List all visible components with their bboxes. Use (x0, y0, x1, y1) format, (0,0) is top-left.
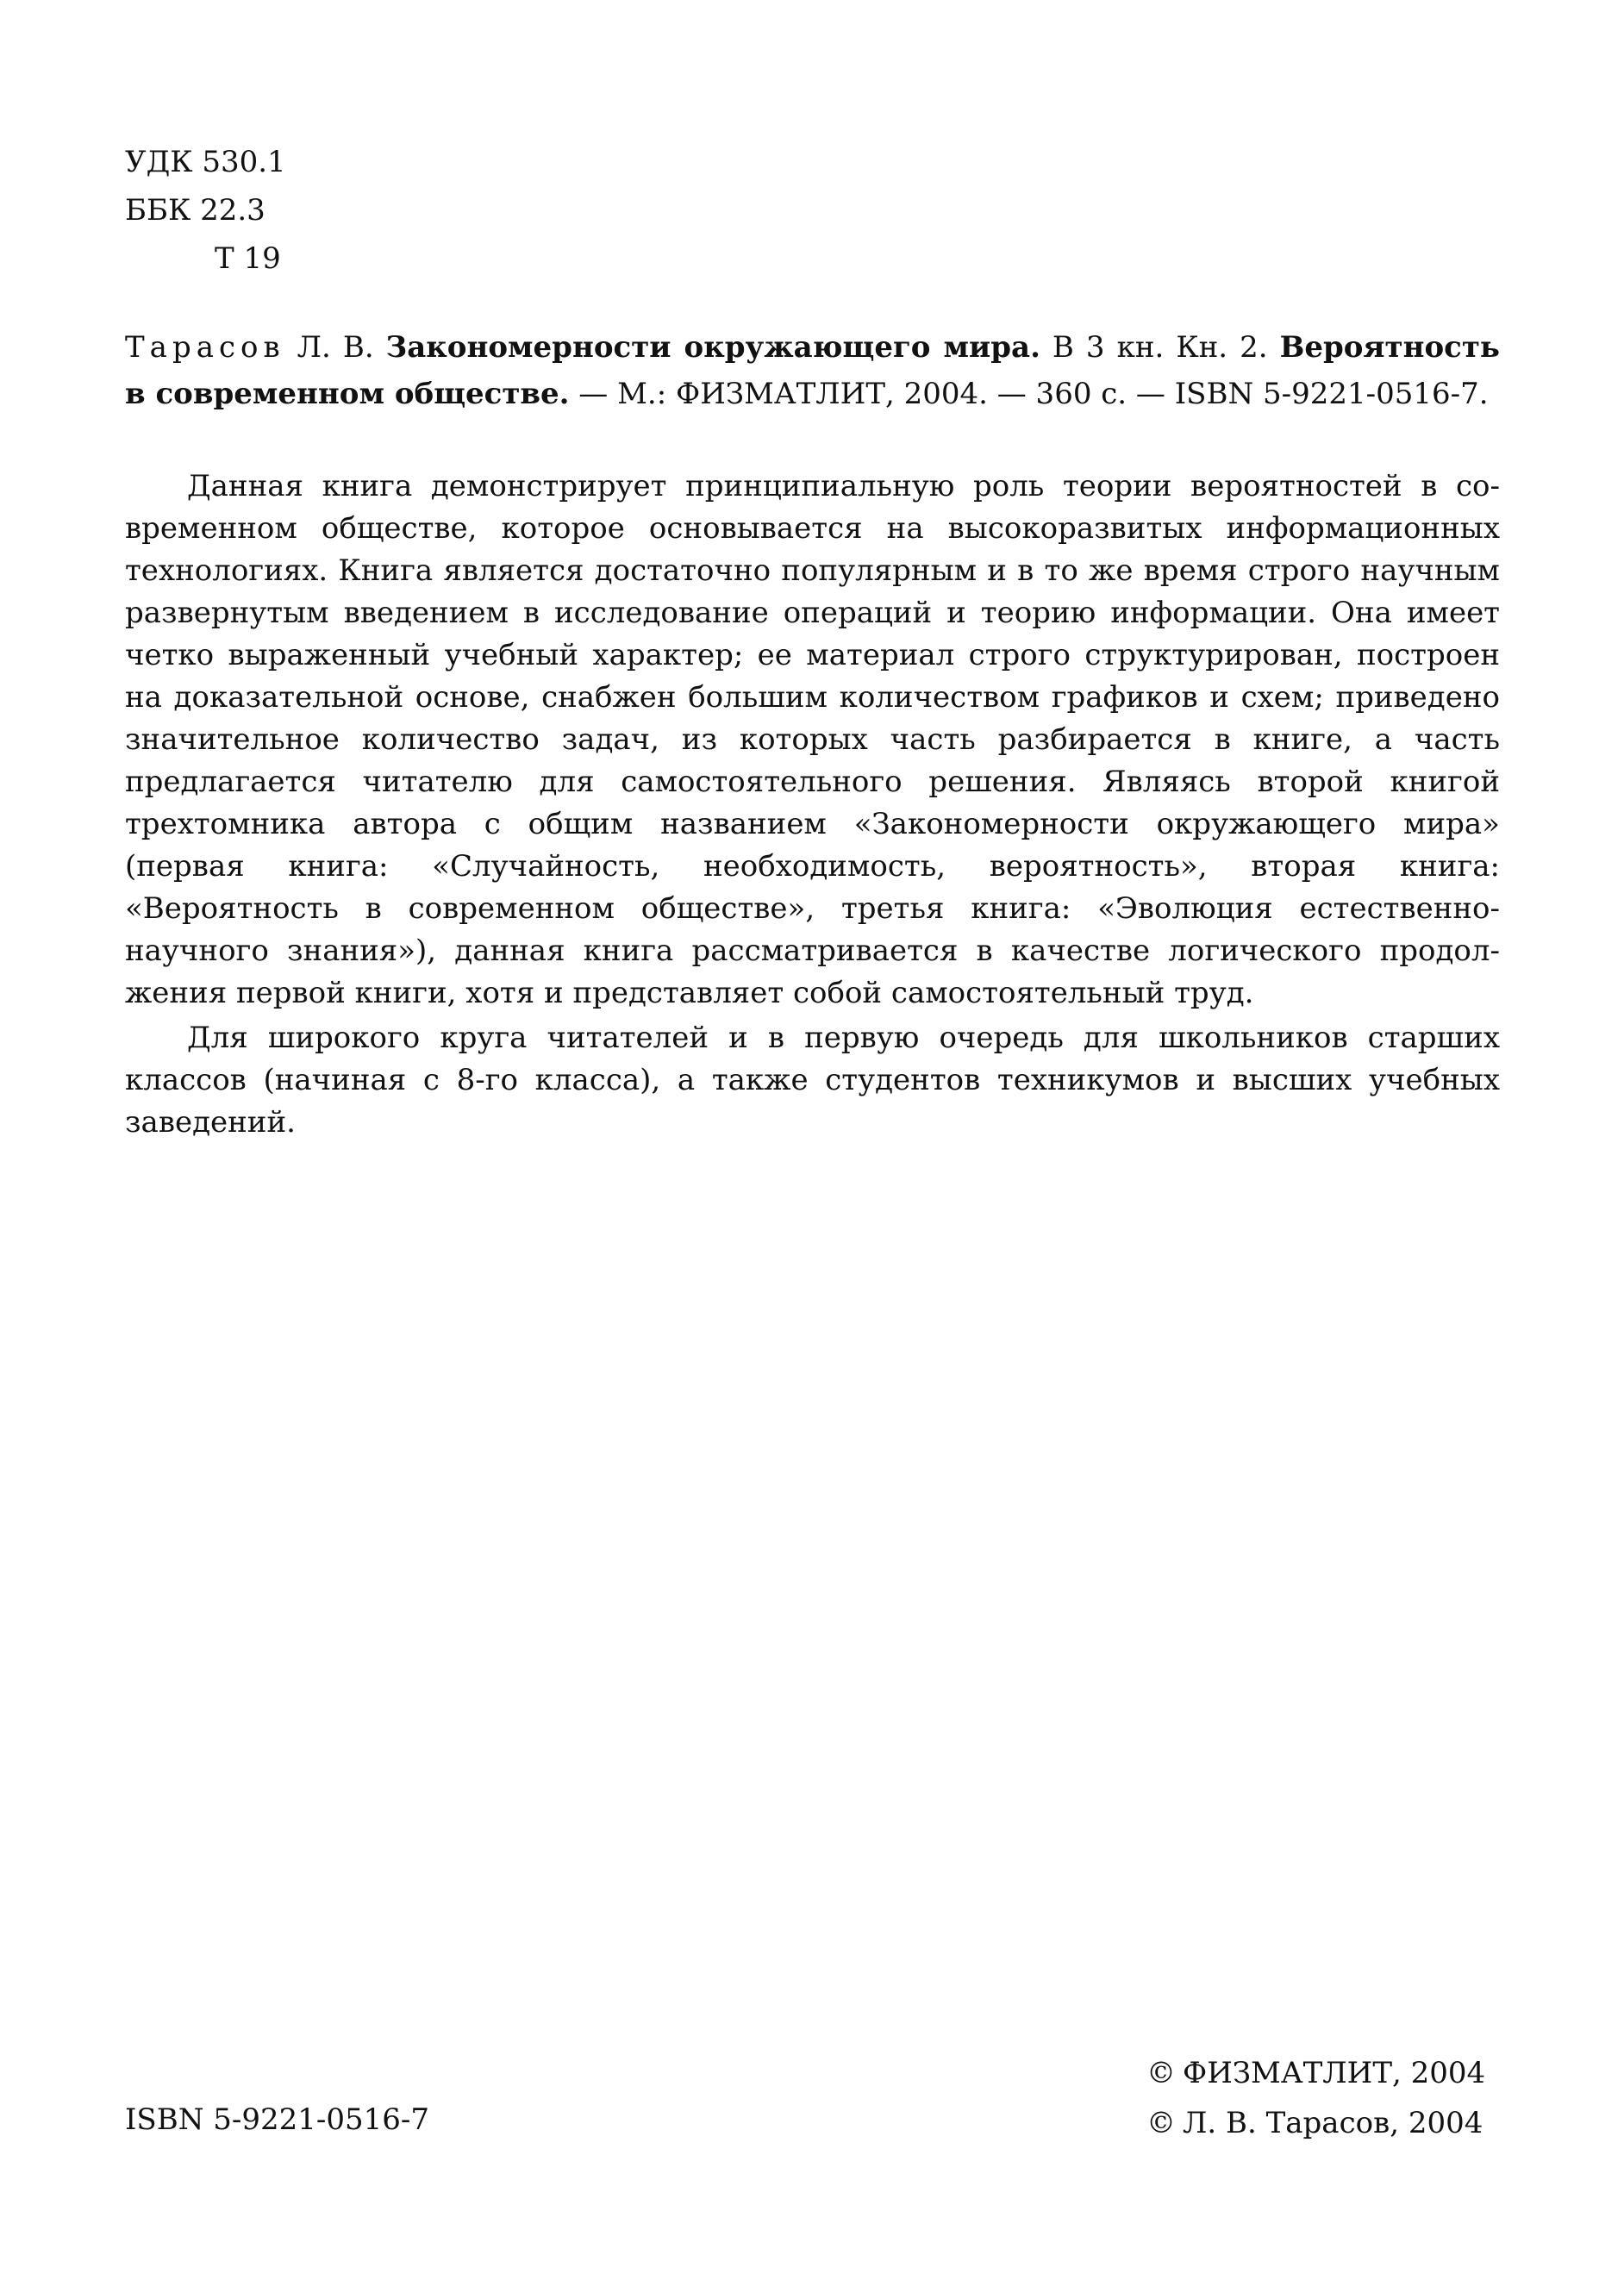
abstract-paragraph-1: Данная книга демонстрирует принципиальную роль теории вероятностей в современном обществе, которое основывается на высокоразвитых информационных технологиях. Книга является достаточно популярным и в то же время строго научным развернутым введением в исследование операций и теорию информации. Она имеет четко выраженный учебный характер; ее материал строго структурирован, построен на доказательной основе, снабжен большим количеством графиков и схем; приведено значительное количество задач, из которых часть разбирается в книге, а часть предлагается читателю для самостоятельного решения. Являясь второй книгой трехтомника автора с общим названием «Закономерности окружающего мира» (первая книга: «Случайность, необходимость, вероятность», вторая книга: «Вероятность в современном обществе», третья книга: «Эволюция естественнонаучного знания»), данная книга рассматривается в качестве логического продолжения первой книги, хотя и представляет собой самостоятельный труд. (125, 469, 1500, 1010)
bibliographic-citation (125, 324, 1500, 417)
copyright-publisher: ФИЗМАТЛИТ, 2004 (1183, 2056, 1486, 2090)
udk-code: УДК 530.1 (125, 145, 286, 179)
footer-isbn: ISBN 5-9221-0516-7 (125, 2102, 430, 2137)
abstract-paragraph-2: Для широкого круга читателей и в первую очередь для школьников старших классов (начиная с 8-го класса), а также студентов техникумов и высших учебных заведений. (125, 1021, 1500, 1140)
citation-title: Закономерности окружающего мира. (385, 330, 1040, 365)
classification-codes (125, 138, 286, 283)
author-mark: Т 19 (215, 241, 281, 276)
bbk-code: ББК 22.3 (125, 193, 265, 228)
copyright-block (1146, 2048, 1485, 2148)
citation-book-title: Вероятность в современном обществе. (125, 330, 1500, 411)
citation-series-info: В 3 кн. Кн. 2. (1040, 330, 1280, 365)
copyright-author-line (1146, 2098, 1485, 2148)
citation-author: Тарасов (125, 330, 285, 365)
citation-publisher-info: — М.: ФИЗМАТЛИТ, 2004. — 360 с. — ISBN 5-9221-0516-7. (569, 377, 1489, 411)
copyright-author: Л. В. Тарасов, 2004 (1183, 2106, 1483, 2140)
copyright-icon: © (1146, 2106, 1176, 2140)
abstract (125, 465, 1500, 1144)
citation-initials: Л. В. (284, 330, 386, 365)
copyright-icon: © (1146, 2056, 1176, 2090)
copyright-publisher-line (1146, 2048, 1485, 2098)
